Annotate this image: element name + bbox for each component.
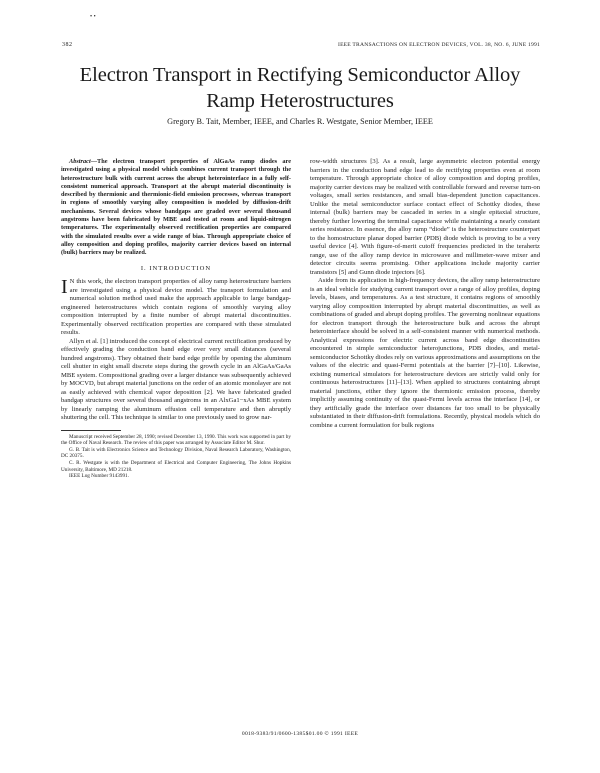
page-number: 382 (62, 42, 73, 48)
left-column (61, 158, 291, 480)
corner-mark: • • (90, 14, 96, 20)
intro-paragraph-1-text: N this work, the electron transport properties of alloy ramp heterostructure barriers are investigated using a physical device model. The transport formulation and numerical solution method used make the approach applicable to large bandgap-engineered heterostructures which contain regions of smoothly varying alloy composition interrupted by a finite number of abrupt material discontinuities. Experimentally observed rectification properties are compared with these simulated results. (61, 278, 291, 337)
abstract-text: —The electron transport properties of AlGaAs ramp diodes are investigated using a physical model which combines current transport through the heterostructure bulk with current across the abrupt heterointerface in a fully self-consistent numerical approach. Transport at the abrupt material discontinuity is described by thermionic and thermionic-field emission processes, whereas transport in regions of smoothly varying alloy composition is modeled by diffusion-drift mechanisms. Several devices whose bandgaps are graded over several thousand angstroms have been fabricated by MBE and tested at room and liquid-nitrogen temperatures. The experimentally observed rectification properties are compared with the simulated results over a wide range of bias. Through appropriate choice of alloy composition and doping profiles, majority carrier devices based on internal (bulk) barriers may be realized. (61, 158, 291, 257)
intro-paragraph-2: Allyn et al. [1] introduced the concept of electrical current rectification produced by effectively grading the conduction band edge over very small distances (several hundred angstroms). They obtained their band edge profile by opening the aluminum cell shutter in eight small discrete steps during the growth cycle in an AlGaAs/GaAs MBE system. Compositional grading over a larger distance was subsequently achieved by MOCVD, but abrupt material junctions on the order of an atomic monolayer are not as easily achieved with chemical vapor deposition [2]. We have fabricated graded bandgap structures over several thousand angstroms in an AlxGa1−xAs MBE system by linearly ramping the aluminum effusion cell temperature and then abruptly shuttering the cell. This technique is similar to one previously used to grow nar- (61, 337, 291, 422)
section-title-introduction: I. INTRODUCTION (140, 264, 212, 272)
abstract-lead: Abstract (69, 158, 91, 165)
right-paragraph-2: Aside from its application in high-frequency devices, the alloy ramp heterostructure is an ideal vehicle for studying current transport over a range of alloy profiles, doping levels, biases, and temperatures. As a test structure, it contains regions of smoothly varying alloy composition interrupted by abrupt material discontinuities, as well as combinations of graded and abrupt doping profiles. The governing nonlinear equations for electron transport through the heterostructure bulk and across the abrupt heterointerface should be solved in a self-consistent manner with numerical methods. Analytical expressions for electric current across band edge discontinuities encountered in simple semiconductor heterojunctions, PDB diodes, and metal-semiconductor Schottky diodes rely on various approximations and assumptions on the values of the electric and quasi-Fermi potentials at the barrier [7]–[10]. Likewise, existing numerical simulators for heterostructure devices are strictly valid only for continuous heterostructures [11]–[13]. When applied to structures containing abrupt material junctions, either they ignore the thermionic emission process, thereby implicitly assuming continuity of the quasi-Fermi levels across the interface [14], or they artificially grade the interface over distances far too small to be physically substantiated in their diffusion-drift formulations. Recently, physical models which do combine a current formulation for bulk regions (310, 277, 541, 429)
paper-title: Electron Transport in Rectifying Semiconductor Alloy Ramp Heterostructures (79, 64, 521, 112)
footnote-affiliation-tait: G. B. Tait is with Electronics Science and Technology Division, Naval Research Laboratory, Washington, DC 20375. (61, 446, 291, 460)
footnote (61, 430, 291, 480)
drop-cap: I (61, 276, 68, 299)
footnote-rule (61, 430, 121, 431)
intro-paragraph-1 (61, 278, 291, 338)
abstract (61, 158, 291, 258)
footnote-received: Manuscript received September 28, 1990; revised December 13, 1990. This work was supported in part by the Office of Naval Research. The review of this paper was arranged by Associate Editor M. Shur. (61, 433, 291, 447)
paper-authors: Gregory B. Tait, Member, IEEE, and Charles R. Westgate, Senior Member, IEEE (167, 117, 433, 126)
copyright-footer: 0018-9383/91/0600-1385$01.00 © 1991 IEEE (241, 731, 359, 737)
right-paragraph-1: row-width structures [3]. As a result, large asymmetric electron potential energy barriers in the conduction band edge lead to de rectifying properties even at room temperature. Through appropriate choice of alloy composition and doping profiles, majority carrier devices may be realized with controllable forward and reverse turn-on voltages, small series resistances, and small bias-dependent junction capacitances. Unlike the metal semiconductor surface contact effect of Schottky diodes, these internal (bulk) barriers may be cascaded in series in a single epitaxial structure, thereby further lowering the terminal capacitance while maintaining a nearly constant series resistance. In essence, the alloy ramp “diode” is the heterostructure counterpart to the homostructure planar doped barrier (PDB) diode which is proving to be a very useful device [4]. With figure-of-merit cutoff frequencies predicted in the terahertz range, use of the alloy ramp device in microwave and millimeter-wave mixer and detector circuits seems promising. Other applications include majority carrier transistors [5] and Gunn diode injectors [6]. (310, 158, 540, 276)
footnote-ieee-log: IEEE Log Number 9143991. (69, 473, 129, 480)
journal-header: IEEE TRANSACTIONS ON ELECTRON DEVICES, VOL. 38, NO. 6, JUNE 1991 (338, 42, 540, 48)
footnote-affiliation-westgate: C. R. Westgate is with the Department of Electrical and Computer Engineering, The Johns Hopkins University, Baltimore, MD 21218. (61, 459, 291, 473)
right-column (310, 158, 540, 430)
